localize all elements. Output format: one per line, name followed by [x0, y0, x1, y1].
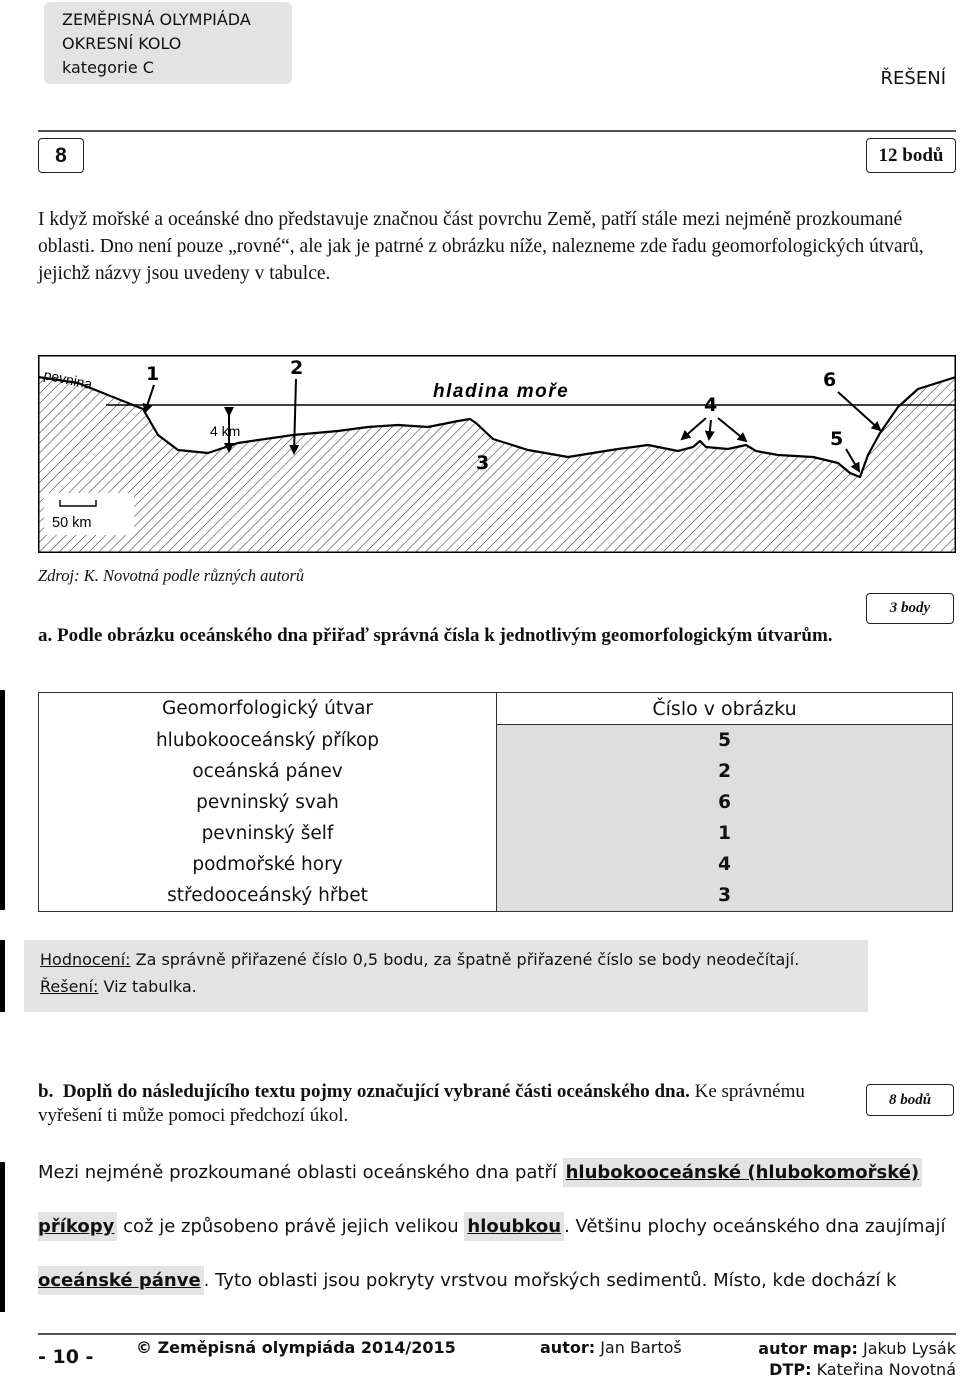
- task-number: 8: [38, 138, 84, 173]
- answer-cell: 5: [497, 725, 953, 757]
- table-row: [39, 849, 953, 880]
- seafloor-profile: [38, 377, 956, 553]
- depth-label: 4 km: [210, 423, 241, 439]
- answer-fill: hlubokooceánské (hlubokomořské): [563, 1158, 923, 1187]
- header-category: kategorie C: [62, 58, 154, 77]
- map-author: Jakub Lysák: [857, 1339, 956, 1358]
- solution-heading: ŘEŠENÍ: [880, 68, 946, 89]
- task-points: 12 bodů: [866, 138, 956, 173]
- map-label: autor map:: [758, 1339, 858, 1358]
- answer-cell: 6: [497, 787, 953, 818]
- header-olympiad: ZEMĚPISNÁ OLYMPIÁDA: [62, 10, 251, 29]
- solution-line: [40, 973, 868, 1000]
- header-number: Číslo v obrázku: [497, 693, 953, 725]
- part-a-letter: a.: [38, 625, 53, 646]
- assignment-table: [38, 692, 953, 912]
- part-a-points: 3 body: [866, 593, 954, 624]
- answer-fill: hloubkou: [464, 1212, 564, 1241]
- top-divider: [38, 130, 956, 132]
- evaluation-line: [40, 946, 868, 973]
- landform-cell: podmořské hory: [39, 849, 497, 880]
- arrow-6: [838, 392, 880, 430]
- part-b-bold-text: Doplň do následujícího textu pojmy označující vybrané části oceánského dna.: [62, 1081, 690, 1102]
- label-1: 1: [146, 363, 160, 385]
- label-5: 5: [830, 428, 844, 450]
- ocean-floor-diagram: [38, 355, 956, 553]
- label-6: 6: [823, 369, 837, 391]
- label-4: 4: [704, 394, 718, 416]
- table-row: [39, 725, 953, 757]
- author-name: Jan Bartoš: [595, 1338, 682, 1357]
- header-round: OKRESNÍ KOLO: [62, 34, 182, 53]
- fill-text: což je způsobeno právě jejich velikou: [117, 1216, 465, 1237]
- map-credit: [758, 1338, 956, 1359]
- page-number: - 10 -: [38, 1346, 94, 1368]
- part-b-rest-text: Ke správnému vyřešení ti může pomoci předchozí úkol.: [38, 1081, 805, 1126]
- answer-fill: oceánské pánve: [38, 1266, 204, 1295]
- evaluation-label: Hodnocení:: [40, 950, 131, 969]
- fill-line-2: [38, 1216, 945, 1237]
- landform-cell: pevninský šelf: [39, 818, 497, 849]
- margin-bar-b: [0, 1162, 5, 1312]
- part-b-points: 8 bodů: [866, 1084, 954, 1116]
- arrow-4a: [682, 418, 706, 439]
- arrow-5: [846, 449, 859, 471]
- answer-cell: 2: [497, 756, 953, 787]
- fill-line-1: [38, 1162, 922, 1183]
- part-b-question: [38, 1080, 828, 1128]
- landform-cell: pevninský svah: [39, 787, 497, 818]
- footer-author: [540, 1338, 682, 1357]
- fill-text: . Tyto oblasti jsou pokryty vrstvou mořských sedimentů. Místo, kde dochází k: [203, 1270, 897, 1291]
- footer-credits: [758, 1338, 956, 1380]
- solution-label: Řešení:: [40, 977, 99, 996]
- arrow-1: [145, 385, 154, 412]
- landform-cell: středooceánský hřbet: [39, 880, 497, 912]
- table-row: [39, 787, 953, 818]
- landform-cell: oceánská pánev: [39, 756, 497, 787]
- fill-text: . Většinu plochy oceánského dna zaujímají: [564, 1216, 946, 1237]
- margin-bar-eval: [0, 940, 5, 1012]
- part-a-text: Podle obrázku oceánského dna přiřaď správná čísla k jednotlivým geomorfologickým útvarům.: [57, 625, 833, 646]
- dtp-credit: [758, 1359, 956, 1380]
- fill-line-3: [38, 1270, 897, 1291]
- table-row: [39, 880, 953, 912]
- header-box: [44, 2, 292, 84]
- margin-bar-a: [0, 690, 5, 910]
- landform-cell: hlubokooceánský příkop: [39, 725, 497, 757]
- label-3: 3: [476, 452, 490, 474]
- answer-cell: 3: [497, 880, 953, 912]
- intro-text: I když mořské a oceánské dno představuje značnou část povrchu Země, patří stále mezi nejméně prozkoumané oblasti. Dno není pouze „rovné“, ale jak je patrné z obrázku níže, nalezneme zde řadu geomorfologických útvarů, jejichž názvy jsou uvedeny v tabulce.: [38, 209, 924, 284]
- footer-copyright: © Zeměpisná olympiáda 2014/2015: [136, 1338, 456, 1357]
- answer-cell: 4: [497, 849, 953, 880]
- fill-text: Mezi nejméně prozkoumané oblasti oceánského dna patří: [38, 1162, 563, 1183]
- dtp-label: DTP:: [769, 1360, 812, 1379]
- pevnina-label: pevnina: [42, 366, 94, 393]
- sea-level-label: hladina moře: [433, 381, 570, 402]
- answer-cell: 1: [497, 818, 953, 849]
- solution-text: Viz tabulka.: [98, 977, 197, 996]
- scale-label: 50 km: [52, 515, 92, 531]
- table-row: [39, 818, 953, 849]
- part-a-question: [38, 625, 833, 647]
- header-landform: Geomorfologický útvar: [39, 693, 497, 725]
- part-b-letter: b.: [38, 1081, 54, 1102]
- diagram-source: Zdroj: K. Novotná podle různých autorů: [38, 566, 305, 585]
- arrow-4c: [718, 418, 746, 441]
- label-2: 2: [290, 357, 304, 379]
- arrow-4b: [709, 420, 711, 439]
- table-header-row: [39, 693, 953, 725]
- evaluation-text: Za správně přiřazené číslo 0,5 bodu, za špatně přiřazené číslo se body neodečítají.: [130, 950, 800, 969]
- footer-divider: [38, 1333, 956, 1335]
- answer-fill: příkopy: [38, 1212, 117, 1241]
- evaluation-box: [24, 940, 868, 1012]
- dtp-name: Kateřina Novotná: [811, 1360, 956, 1379]
- table-row: [39, 756, 953, 787]
- author-label: autor:: [540, 1338, 596, 1357]
